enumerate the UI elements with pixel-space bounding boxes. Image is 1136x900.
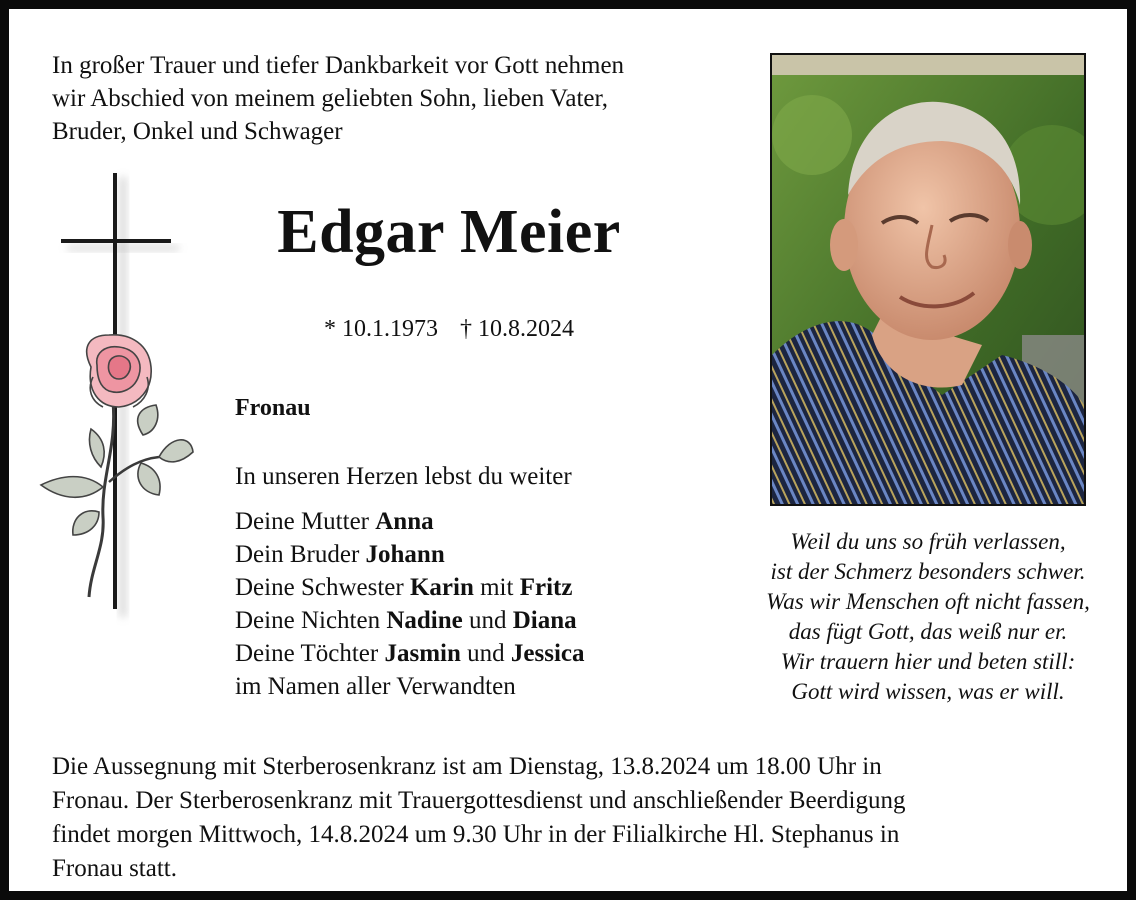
cross-icon bbox=[31, 167, 201, 637]
family-member-name: Jasmin bbox=[384, 640, 461, 667]
funeral-details bbox=[52, 750, 1112, 886]
poem-line: Wir trauern hier und beten still: bbox=[780, 649, 1076, 674]
family-line: Deine Mutter Anna bbox=[235, 508, 434, 535]
poem-line: ist der Schmerz besonders schwer. bbox=[770, 559, 1086, 584]
family-member-name: Johann bbox=[365, 541, 445, 568]
poem-line: das fügt Gott, das weiß nur er. bbox=[788, 619, 1068, 644]
family-member-name: Fritz bbox=[519, 574, 573, 601]
poem-line: Weil du uns so früh verlassen, bbox=[790, 529, 1066, 554]
death-date: † 10.8.2024 bbox=[460, 316, 574, 342]
portrait-photo bbox=[770, 53, 1086, 506]
life-dates bbox=[249, 316, 649, 343]
footer-line: Die Aussegnung mit Sterberosenkranz ist am Dienstag, 13.8.2024 um 18.00 Uhr in bbox=[52, 753, 882, 780]
deceased-name: Edgar Meier bbox=[277, 198, 621, 266]
poem-line: Gott wird wissen, was er will. bbox=[791, 679, 1065, 704]
intro-text bbox=[52, 49, 752, 148]
family-member-name: Jessica bbox=[510, 640, 585, 667]
family-member-name: Anna bbox=[375, 508, 434, 535]
family-line: Dein Bruder Johann bbox=[235, 541, 445, 568]
family-line: Deine Schwester Karin mit Fritz bbox=[235, 574, 573, 601]
motto-line: In unseren Herzen lebst du weiter bbox=[235, 463, 572, 490]
place-of-residence: Fronau bbox=[235, 395, 311, 421]
intro-line: wir Abschied von meinem geliebten Sohn, lieben Vater, bbox=[52, 85, 609, 112]
family-line: Deine Nichten Nadine und Diana bbox=[235, 607, 577, 634]
footer-line: findet morgen Mittwoch, 14.8.2024 um 9.30 Uhr in der Filialkirche Hl. Stephanus in bbox=[52, 821, 900, 848]
poem-line: Was wir Menschen oft nicht fassen, bbox=[766, 589, 1090, 614]
birth-date: * 10.1.1973 bbox=[324, 316, 438, 342]
family-member-name: Nadine bbox=[386, 607, 463, 634]
footer-line: Fronau statt. bbox=[52, 855, 177, 882]
intro-line: In großer Trauer und tiefer Dankbarkeit vor Gott nehmen bbox=[52, 52, 625, 79]
poem bbox=[727, 527, 1129, 707]
family-member-name: Diana bbox=[512, 607, 577, 634]
footer-line: Fronau. Der Sterberosenkranz mit Trauergottesdienst und anschließender Beerdigung bbox=[52, 787, 906, 814]
family-closing: im Namen aller Verwandten bbox=[235, 673, 516, 700]
intro-line: Bruder, Onkel und Schwager bbox=[52, 118, 343, 145]
family-list bbox=[235, 505, 585, 703]
family-member-name: Karin bbox=[409, 574, 474, 601]
family-line: Deine Töchter Jasmin und Jessica bbox=[235, 640, 585, 667]
